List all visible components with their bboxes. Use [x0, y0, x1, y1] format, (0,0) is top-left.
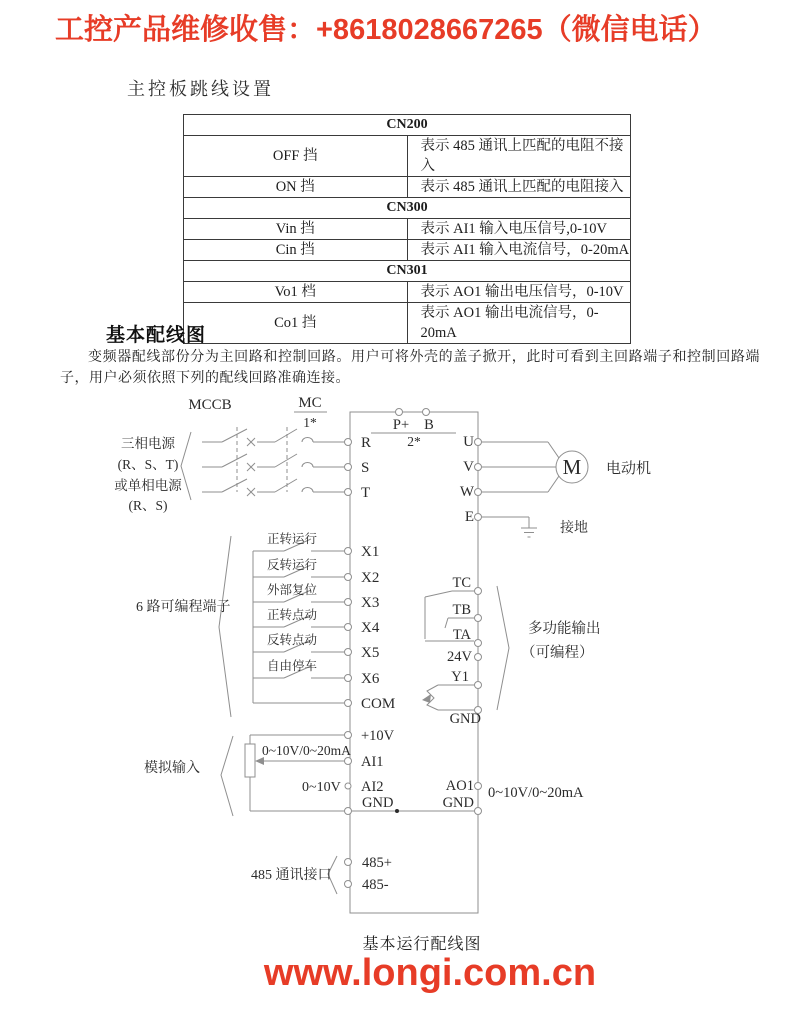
terminal-x3: X3 — [361, 595, 380, 611]
brake-terminals — [371, 409, 456, 450]
terminal-10v: +10V — [361, 728, 395, 744]
terminal-label-b: B — [424, 417, 434, 433]
terminal-u: U — [463, 434, 474, 450]
di-function-6: 自由停车 — [267, 659, 318, 673]
ai1-range-label: 0~10V/0~20mA — [262, 743, 351, 758]
terminal-x5: X5 — [361, 645, 380, 661]
digital-inputs-group-label: 6 路可编程端子 — [136, 600, 231, 615]
header-contact-text: 工控产品维修收售：+8618028667265（微信电话） — [55, 14, 717, 46]
terminal-ai1: AI1 — [361, 754, 384, 770]
table-cell-option: Vin 挡 — [184, 219, 408, 240]
table-cell-option: Vo1 档 — [184, 282, 408, 303]
terminal-x6: X6 — [361, 671, 380, 687]
terminal-y1: Y1 — [451, 669, 469, 685]
jumper-section-title: 主控板跳线设置 — [127, 79, 274, 99]
terminal-t: T — [361, 485, 371, 501]
input-terminal-labels — [361, 435, 371, 501]
table-cell-option: Cin 挡 — [184, 240, 408, 261]
multi-output-label-1: 多功能输出 — [528, 621, 601, 637]
table-cell-desc: 表示 AO1 输出电压信号，0-10V — [407, 282, 631, 303]
table-group-header: CN301 — [184, 261, 631, 282]
di-function-1: 正转运行 — [267, 532, 318, 546]
comm-group-label: 485 通讯接口 — [251, 868, 332, 883]
motor-label: 电动机 — [606, 461, 652, 477]
analog-inputs-group-label: 模拟输入 — [144, 761, 200, 776]
table-cell-option: ON 挡 — [184, 177, 408, 198]
motor-output-wiring — [460, 434, 651, 537]
terminal-r: R — [361, 435, 372, 451]
terminal-tc: TC — [452, 575, 471, 591]
wiring-paragraph: 变频器配线部份分为主回路和控制回路。用户可将外壳的盖子掀开，此时可看到主回路端子和控制回路端子，用户必须依照下列的配线回路准确连接。 — [60, 350, 760, 386]
website-url: www.longi.com.cn — [263, 952, 597, 994]
table-cell-option: OFF 挡 — [184, 136, 408, 177]
analog-output-wiring — [443, 778, 584, 815]
terminal-24v: 24V — [447, 649, 472, 665]
di-function-2: 反转运行 — [267, 558, 318, 572]
table-group-header: CN300 — [184, 198, 631, 219]
ai2-range-label: 0~10V — [302, 780, 341, 795]
table-cell-option: Co1 挡 — [184, 303, 408, 344]
wiring-section-title: 基本配线图 — [106, 325, 207, 346]
terminal-gnd-ao: GND — [442, 795, 474, 811]
source-line-2: (R、S、T) — [117, 457, 179, 472]
source-line-3: 或单相电源 — [114, 478, 182, 493]
multi-output-label-2: （可编程） — [521, 645, 594, 661]
source-line-1: 三相电源 — [121, 436, 175, 451]
multi-function-output — [422, 575, 601, 727]
terminal-485plus: 485+ — [362, 855, 392, 871]
mains-input-wiring — [188, 395, 351, 496]
terminal-gnd-do: GND — [449, 711, 481, 727]
terminal-s: S — [361, 460, 370, 476]
diagram-caption: 基本运行配线图 — [362, 936, 482, 953]
terminal-485minus: 485- — [362, 877, 389, 893]
ao1-range-label: 0~10V/0~20mA — [488, 785, 584, 801]
comm-port-wiring — [251, 855, 392, 894]
contactor-footnote: 1* — [303, 415, 317, 430]
digital-inputs-wiring — [136, 531, 395, 717]
terminal-x2: X2 — [361, 570, 380, 586]
terminal-x1: X1 — [361, 544, 380, 560]
ground-label: 接地 — [560, 521, 588, 536]
source-line-4: (R、S) — [128, 498, 168, 513]
terminal-ai2: AI2 — [361, 779, 384, 795]
table-cell-desc: 表示 AI1 输入电流信号，0-20mA — [407, 240, 631, 261]
terminal-e: E — [464, 509, 474, 525]
terminal-tb: TB — [452, 602, 471, 618]
table-group-header: CN200 — [184, 115, 631, 136]
terminal-gnd-ai: GND — [362, 795, 394, 811]
table-cell-desc: 表示 AI1 输入电压信号,0-10V — [407, 219, 631, 240]
terminal-com: COM — [361, 696, 396, 712]
terminal-ta: TA — [452, 627, 471, 643]
di-function-5: 反转点动 — [267, 633, 318, 647]
table-cell-desc: 表示 485 通讯上匹配的电阻接入 — [407, 177, 631, 198]
motor-symbol: M — [562, 455, 582, 479]
terminal-x4: X4 — [361, 620, 380, 636]
table-cell-desc: 表示 485 通讯上匹配的电阻不接入 — [407, 136, 631, 177]
brake-footnote: 2* — [407, 434, 421, 449]
contactor-label: MC — [298, 395, 322, 411]
power-source-label — [114, 432, 191, 513]
terminal-w: W — [459, 484, 474, 500]
analog-input-wiring — [144, 728, 474, 816]
table-cell-desc: 表示 AO1 输出电流信号，0-20mA — [407, 303, 631, 344]
terminal-label-pplus: P+ — [392, 417, 410, 433]
terminal-v: V — [463, 459, 474, 475]
breaker-label: MCCB — [188, 397, 232, 413]
terminal-ao1: AO1 — [445, 778, 474, 794]
di-function-4: 正转点动 — [267, 608, 318, 622]
di-function-3: 外部复位 — [267, 583, 318, 597]
